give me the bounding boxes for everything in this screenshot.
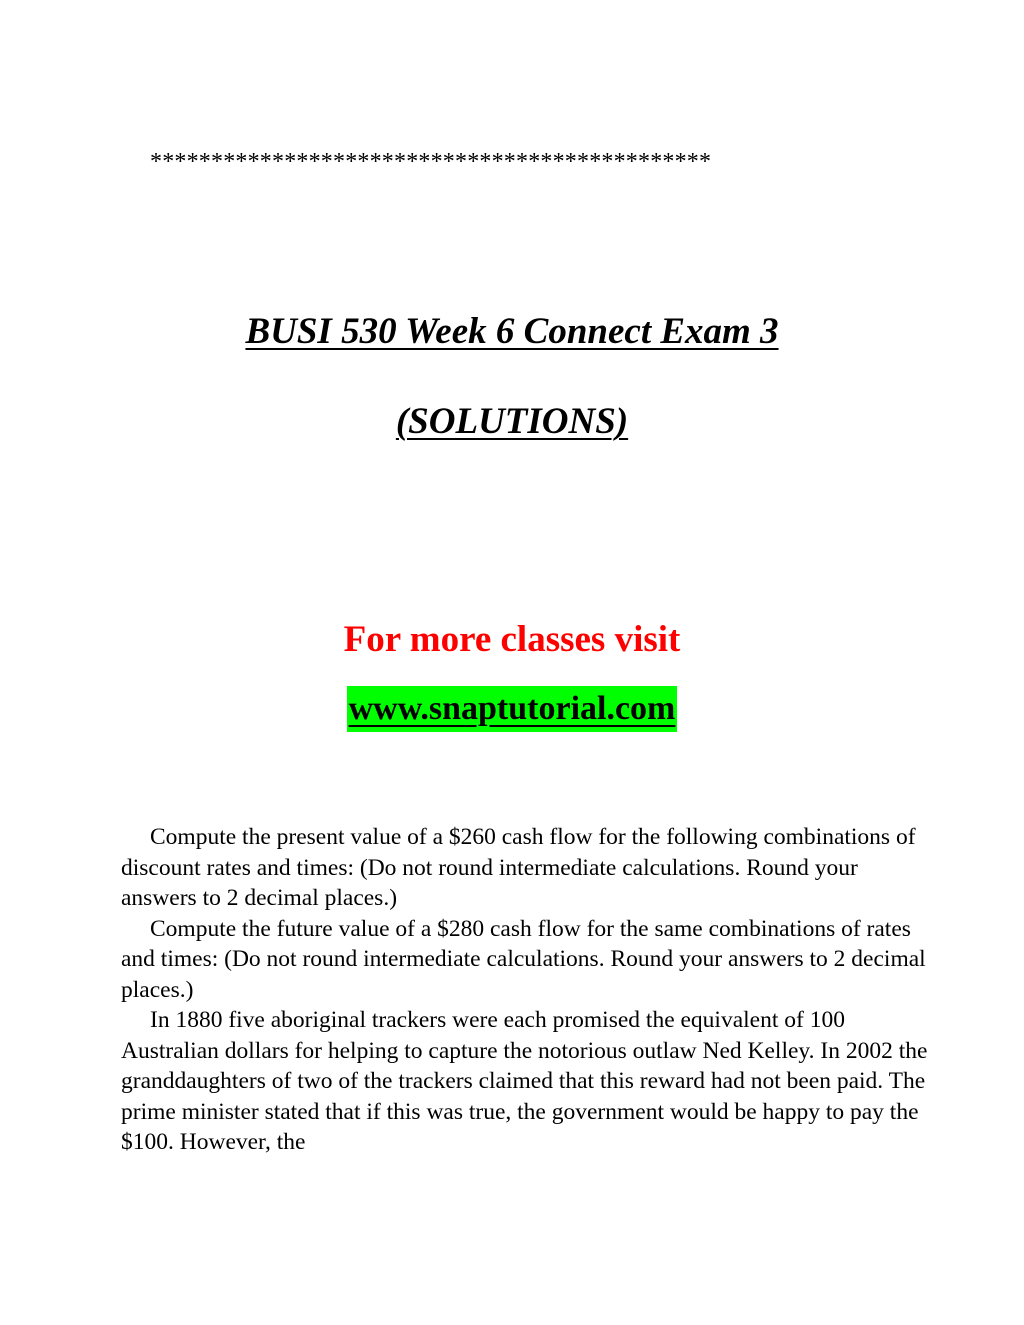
body-text (121, 822, 931, 1158)
promo-url-container (0, 686, 1024, 732)
promo-url-link[interactable]: www.snaptutorial.com (347, 686, 678, 732)
paragraph-trackers: In 1880 five aboriginal trackers were each promised the equivalent of 100 Australian dollars for helping to capture the notorious outlaw Ned Kelley. In 2002 the granddaughters of two of the trackers claimed that this reward had not been paid. The prime minister stated that if this was true, the government would be happy to pay the $100. However, the (121, 1007, 928, 1155)
document-title: BUSI 530 Week 6 Connect Exam 3 (245, 311, 779, 352)
paragraph-future-value: Compute the future value of a $280 cash flow for the same combinations of rates and times: (Do not round intermediate calculations. Round your answers to 2 decimal places.) (121, 915, 926, 1003)
document-subtitle: (SOLUTIONS) (395, 401, 629, 442)
paragraph-present-value: Compute the present value of a $260 cash flow for the following combinations of discount rates and times: (Do not round intermediate calculations. Round your answers to 2 decimal places.) (121, 824, 916, 911)
promo-text: For more classes visit (343, 619, 681, 660)
separator-line: ********************************************** (150, 149, 712, 175)
